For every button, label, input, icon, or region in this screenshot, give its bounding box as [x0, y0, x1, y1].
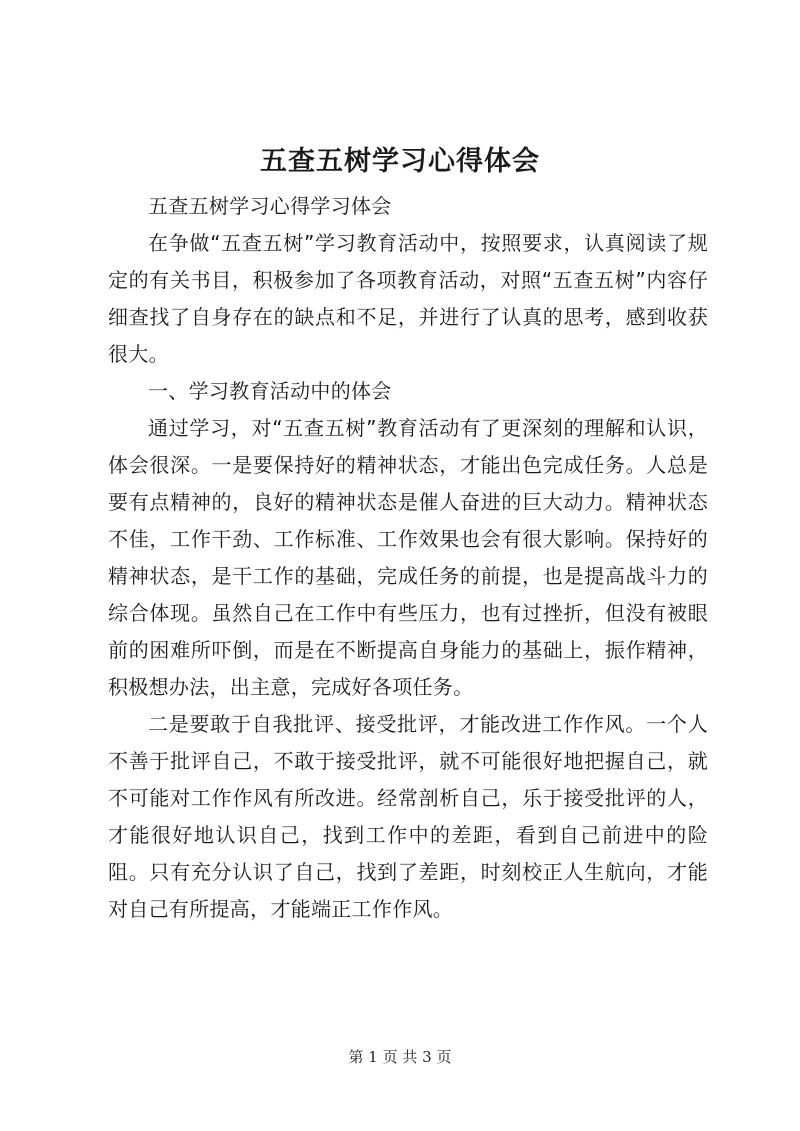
body-paragraph: 通过学习，对“五查五树”教育活动有了更深刻的理解和认识，体会很深。一是要保持好的精神状态，才能出色完成任务。人总是要有点精神的，良好的精神状态是催人奋进的巨大动力。精神状态不佳，工作干劲、工作标准、工作效果也会有很大影响。保持好的精神状态，是干工作的基础，完成任务的前提，也是提高战斗力的综合体现。虽然自己在工作中有些压力，也有过挫折，但没有被眼前的困难所吓倒，而是在不断提高自身能力的基础上，振作精神，积极想办法，出主意，完成好各项任务。	[108, 416, 708, 699]
intro-paragraph: 在争做“五查五树”学习教育活动中，按照要求，认真阅读了规定的有关书目，积极参加了各项教育活动，对照“五查五树”内容仔细查找了自身存在的缺点和不足，并进行了认真的思考，感到收获很大。	[108, 231, 708, 366]
page-footer: 第 1 页 共 3 页	[348, 1048, 452, 1066]
subtitle-paragraph: 五查五树学习心得学习体会	[148, 194, 392, 218]
document-body	[108, 188, 708, 928]
body-paragraph: 二是要敢于自我批评、接受批评，才能改进工作作风。一个人不善于批评自己，不敢于接受批评，就不可能很好地把握自己，就不可能对工作作风有所改进。经常剖析自己，乐于接受批评的人，才能很好地认识自己，找到工作中的差距，看到自己前进中的险阻。只有充分认识了自己，找到了差距，时刻校正人生航向，才能对自己有所提高，才能端正工作作风。	[108, 712, 708, 921]
document-title: 五查五树学习心得体会	[260, 146, 540, 177]
section-heading: 一、学习教育活动中的体会	[148, 379, 392, 403]
